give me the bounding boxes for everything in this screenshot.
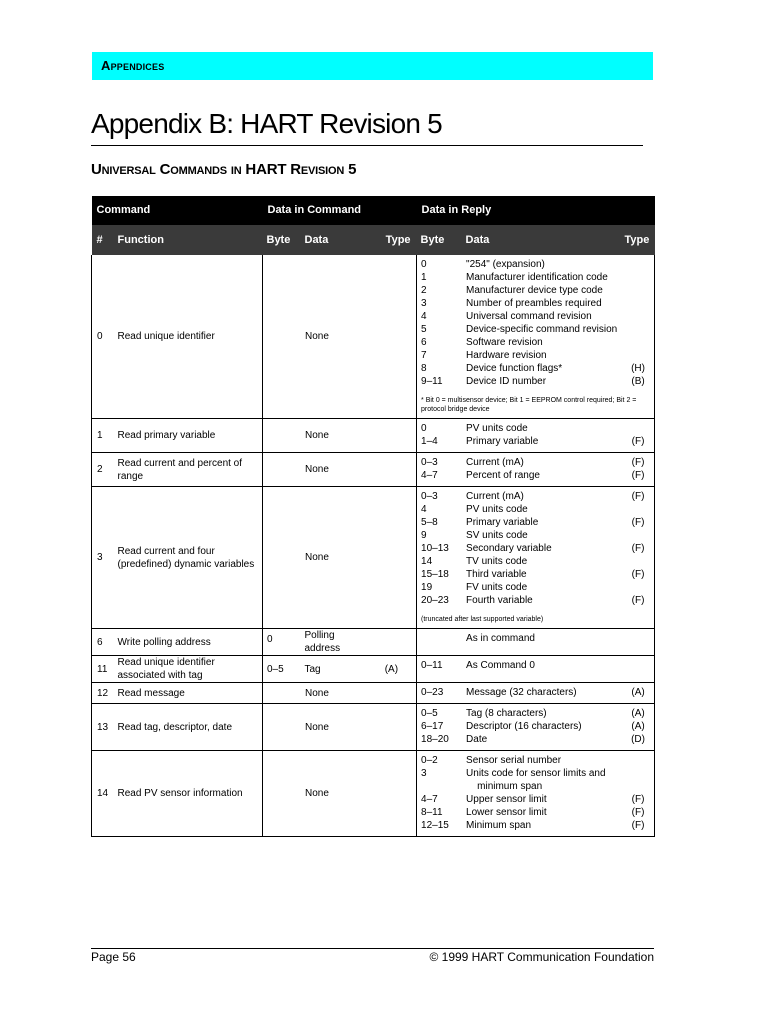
reply-type: (A) <box>631 721 645 732</box>
section-banner <box>92 52 653 80</box>
reply-byte: 8 <box>421 363 427 374</box>
reply-line <box>421 594 650 607</box>
reply-line <box>421 271 650 284</box>
reply-line <box>421 542 650 555</box>
reply-field: As Command 0 <box>466 660 535 671</box>
reply-line <box>421 780 650 793</box>
reply-line <box>421 422 650 435</box>
reply-line <box>421 310 650 323</box>
reply-byte: 7 <box>421 350 427 361</box>
table-row <box>92 751 655 837</box>
command-function: Read primary variable <box>117 430 216 441</box>
col-header-cmd-type: Type <box>361 225 417 255</box>
reply-field: Descriptor (16 characters) <box>466 721 582 732</box>
reply-type <box>626 349 650 362</box>
group-header-command: Command <box>92 196 263 225</box>
reply-byte: 1 <box>421 272 427 283</box>
reply-type: (B) <box>631 376 645 387</box>
reply-line <box>421 469 650 482</box>
reply-field: Universal command revision <box>466 311 592 322</box>
reply-type: (F) <box>631 470 645 481</box>
col-header-cmd-byte: Byte <box>263 225 301 255</box>
reply-byte: 12–15 <box>421 820 449 831</box>
reply-line <box>421 819 650 832</box>
reply-type <box>626 581 650 594</box>
reply-byte: 15–18 <box>421 569 449 580</box>
command-data: None <box>263 487 417 629</box>
reply-type <box>626 659 650 672</box>
reply-type: (A) <box>631 708 645 719</box>
reply-line <box>421 707 650 720</box>
command-number: 11 <box>92 656 114 683</box>
reply-line <box>421 258 650 271</box>
command-function: Read PV sensor information <box>117 788 243 799</box>
reply-type <box>626 780 650 793</box>
section-label: Appendices <box>101 58 165 73</box>
reply-type: (F) <box>631 595 645 606</box>
reply-byte: 18–20 <box>421 734 449 745</box>
reply-byte: 0 <box>421 259 427 270</box>
reply-data <box>417 656 655 683</box>
command-data-byte: 0 <box>263 629 301 656</box>
command-number: 0 <box>92 255 114 419</box>
reply-byte: 6 <box>421 337 427 348</box>
reply-field: Number of preambles required <box>466 298 602 309</box>
reply-byte: 9 <box>421 530 427 541</box>
reply-data <box>417 704 655 751</box>
reply-field: Software revision <box>466 337 543 348</box>
reply-byte: 2 <box>421 285 427 296</box>
reply-type: (H) <box>631 363 645 374</box>
reply-type: (A) <box>631 687 645 698</box>
reply-type: (F) <box>631 794 645 805</box>
reply-line <box>421 733 650 746</box>
reply-field: Device-specific command revision <box>466 324 618 335</box>
table-row <box>92 487 655 629</box>
reply-line <box>421 720 650 733</box>
reply-line <box>421 568 650 581</box>
reply-type <box>626 529 650 542</box>
reply-byte: 8–11 <box>421 807 443 818</box>
reply-field: Device ID number <box>466 376 547 387</box>
page-number: Page 56 <box>91 950 136 964</box>
reply-footnote: * Bit 0 = multisensor device; Bit 1 = EEPROM control required; Bit 2 = protocol bridge device <box>421 397 637 413</box>
reply-field: Tag (8 characters) <box>466 708 547 719</box>
col-header-function: Function <box>114 225 263 255</box>
command-data: None <box>263 419 417 453</box>
command-number: 3 <box>92 487 114 629</box>
footer-rule <box>91 948 654 949</box>
reply-field: TV units code <box>466 556 528 567</box>
reply-line <box>421 632 650 645</box>
reply-type <box>626 555 650 568</box>
reply-type <box>626 323 650 336</box>
reply-byte: 4–7 <box>421 470 438 481</box>
reply-byte: 9–11 <box>421 376 443 387</box>
table-row <box>92 704 655 751</box>
reply-byte: 19 <box>421 582 433 593</box>
reply-type: (F) <box>631 569 645 580</box>
table-row <box>92 656 655 683</box>
reply-field: SV units code <box>466 530 528 541</box>
reply-field: Current (mA) <box>466 491 524 502</box>
reply-line <box>421 323 650 336</box>
reply-line <box>421 503 650 516</box>
reply-type <box>626 632 650 645</box>
reply-type <box>626 297 650 310</box>
reply-type: (D) <box>631 734 645 745</box>
reply-field: Units code for sensor limits and <box>466 768 606 779</box>
reply-data <box>417 751 655 837</box>
reply-data <box>417 683 655 704</box>
reply-field: Manufacturer identification code <box>466 272 608 283</box>
table-row <box>92 629 655 656</box>
col-header-reply-type: Type <box>625 225 655 255</box>
reply-line <box>421 284 650 297</box>
command-data: None <box>263 683 417 704</box>
command-data-type <box>361 629 417 656</box>
reply-field: PV units code <box>466 423 528 434</box>
col-header-reply-byte: Byte <box>417 225 462 255</box>
reply-field: minimum span <box>466 781 543 792</box>
reply-byte: 6–17 <box>421 721 444 732</box>
reply-line <box>421 375 650 388</box>
reply-line <box>421 456 650 469</box>
reply-line <box>421 806 650 819</box>
command-function: Write polling address <box>117 636 211 648</box>
command-data: None <box>263 255 417 419</box>
reply-field: Sensor serial number <box>466 755 562 766</box>
reply-data <box>417 453 655 487</box>
reply-byte <box>421 632 466 645</box>
command-data-byte: 0–5 <box>263 656 301 683</box>
table-row <box>92 419 655 453</box>
reply-line <box>421 516 650 529</box>
reply-byte: 4–7 <box>421 794 438 805</box>
table-group-header <box>92 196 655 225</box>
group-header-data-in-reply: Data in Reply <box>417 196 655 225</box>
reply-field: PV units code <box>466 504 528 515</box>
reply-byte: 14 <box>421 556 433 567</box>
reply-line <box>421 435 650 448</box>
command-number: 2 <box>92 453 114 487</box>
reply-line <box>421 555 650 568</box>
reply-field: Message (32 characters) <box>466 687 577 698</box>
col-header-num: # <box>92 225 114 255</box>
command-function: Read message <box>117 687 185 699</box>
reply-field: Minimum span <box>466 820 532 831</box>
command-function: Read current and percent of range <box>117 457 243 482</box>
reply-data <box>417 255 655 419</box>
reply-byte: 3 <box>421 298 427 309</box>
col-header-cmd-data: Data <box>301 225 361 255</box>
commands-table <box>91 196 655 837</box>
reply-byte: 0–11 <box>421 660 443 671</box>
command-data: Polling address <box>301 629 361 656</box>
reply-field: Hardware revision <box>466 350 547 361</box>
reply-byte: 0–2 <box>421 755 438 766</box>
reply-data <box>417 629 655 656</box>
table-row <box>92 683 655 704</box>
reply-line <box>421 349 650 362</box>
reply-byte: 10–13 <box>421 543 449 554</box>
reply-byte: 0–3 <box>421 457 438 468</box>
reply-byte: 0 <box>421 423 427 434</box>
command-function: Read unique identifier <box>117 331 215 342</box>
reply-type <box>626 422 650 435</box>
reply-byte <box>421 780 466 793</box>
reply-field: Upper sensor limit <box>466 794 547 805</box>
reply-data <box>417 487 655 629</box>
command-function: Read unique identifier associated with tag <box>117 657 215 681</box>
command-number: 1 <box>92 419 114 453</box>
reply-field: Device function flags* <box>466 363 563 374</box>
reply-byte: 4 <box>421 504 427 515</box>
group-header-data-in-command: Data in Command <box>263 196 417 225</box>
reply-field: Primary variable <box>466 436 539 447</box>
table-column-header <box>92 225 655 255</box>
reply-field: Primary variable <box>466 517 539 528</box>
reply-line <box>421 362 650 375</box>
reply-type: (F) <box>631 543 645 554</box>
reply-byte: 3 <box>421 768 427 779</box>
page-title: Appendix B: HART Revision 5 <box>91 108 442 139</box>
reply-line <box>421 529 650 542</box>
reply-byte: 5 <box>421 324 427 335</box>
table-row <box>92 453 655 487</box>
reply-line <box>421 793 650 806</box>
reply-type <box>626 754 650 767</box>
reply-type: (F) <box>631 517 645 528</box>
reply-type <box>626 284 650 297</box>
reply-line <box>421 767 650 780</box>
reply-line <box>421 659 650 672</box>
reply-type <box>626 767 650 780</box>
reply-type: (F) <box>631 436 645 447</box>
command-function: Read current and four (predefined) dynamic variables <box>117 545 255 570</box>
reply-line <box>421 490 650 503</box>
reply-type: (F) <box>631 457 645 468</box>
command-number: 6 <box>92 629 114 656</box>
command-data: None <box>263 704 417 751</box>
reply-line <box>421 754 650 767</box>
section-title: Universal Commands in HART Revision 5 <box>91 161 357 178</box>
title-rule <box>91 145 643 146</box>
reply-line <box>421 336 650 349</box>
command-number: 12 <box>92 683 114 704</box>
command-data-type: (A) <box>361 656 417 683</box>
reply-type <box>626 258 650 271</box>
reply-field: FV units code <box>466 582 528 593</box>
command-number: 14 <box>92 751 114 837</box>
reply-field: Manufacturer device type code <box>466 285 603 296</box>
reply-byte: 4 <box>421 311 427 322</box>
reply-line <box>421 581 650 594</box>
col-header-reply-data: Data <box>462 225 625 255</box>
reply-field: Lower sensor limit <box>466 807 547 818</box>
reply-footnote: (truncated after last supported variable) <box>421 616 544 623</box>
reply-type: (F) <box>631 807 645 818</box>
reply-field: "254" (expansion) <box>466 259 545 270</box>
reply-field: Percent of range <box>466 470 540 481</box>
command-function: Read tag, descriptor, date <box>117 721 233 733</box>
reply-field: Third variable <box>466 569 527 580</box>
reply-byte: 0–23 <box>421 687 444 698</box>
reply-field: Date <box>466 734 488 745</box>
reply-field: Current (mA) <box>466 457 524 468</box>
reply-data <box>417 419 655 453</box>
table-row <box>92 255 655 419</box>
reply-field: As in command <box>466 633 535 644</box>
reply-type: (F) <box>631 820 645 831</box>
command-data: Tag <box>301 656 361 683</box>
reply-byte: 0–3 <box>421 491 438 502</box>
reply-type <box>626 336 650 349</box>
reply-type <box>626 503 650 516</box>
command-data: None <box>263 453 417 487</box>
copyright: © 1999 HART Communication Foundation <box>429 950 654 964</box>
reply-type <box>626 271 650 284</box>
reply-byte: 0–5 <box>421 708 438 719</box>
reply-line <box>421 686 650 699</box>
reply-field: Fourth variable <box>466 595 533 606</box>
reply-type: (F) <box>631 491 645 502</box>
reply-line <box>421 297 650 310</box>
reply-byte: 1–4 <box>421 436 438 447</box>
reply-field: Secondary variable <box>466 543 552 554</box>
command-number: 13 <box>92 704 114 751</box>
reply-byte: 5–8 <box>421 517 438 528</box>
reply-type <box>626 310 650 323</box>
reply-byte: 20–23 <box>421 595 449 606</box>
command-data: None <box>263 751 417 837</box>
